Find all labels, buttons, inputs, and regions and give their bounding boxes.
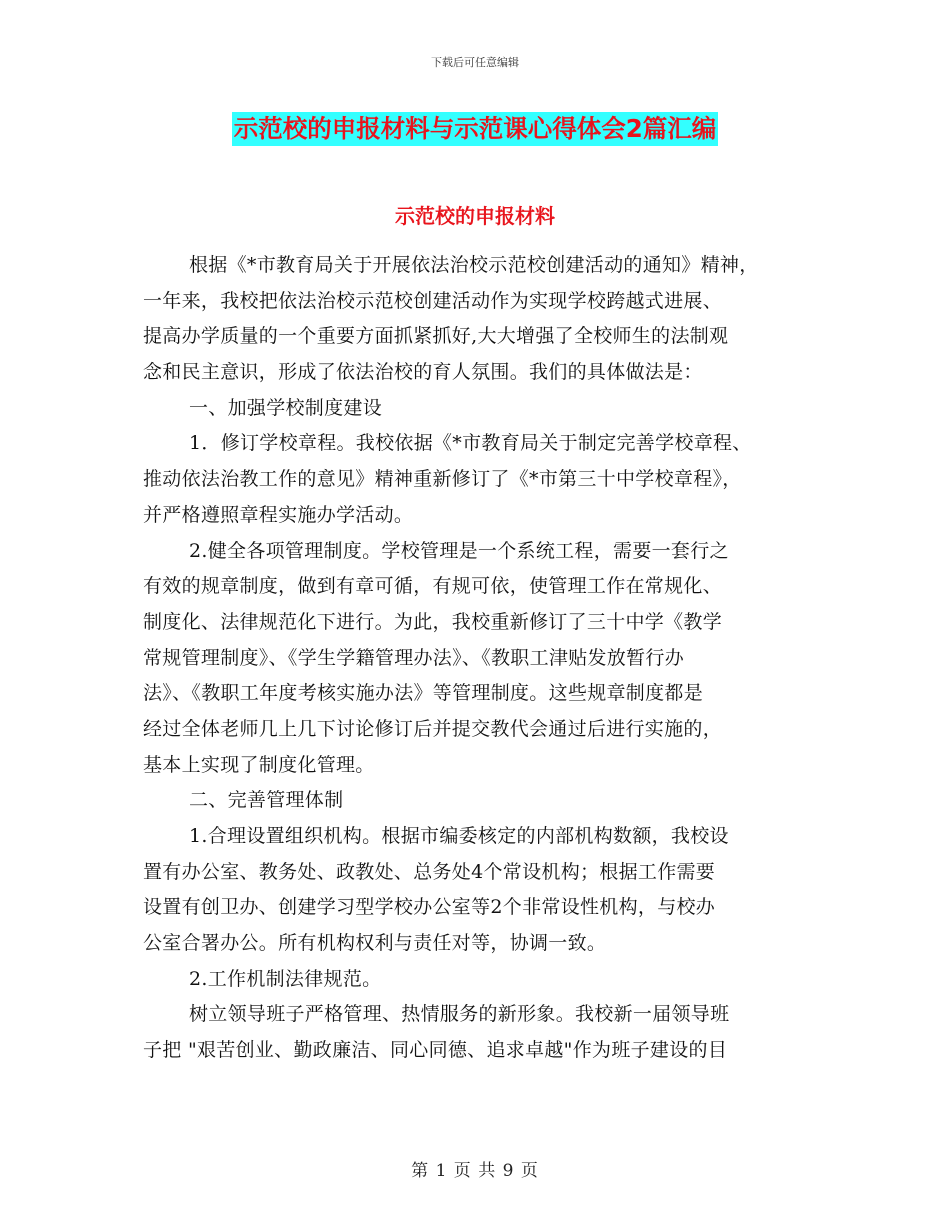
paragraph-line: 二、完善管理体制: [189, 789, 344, 812]
paragraph-line: 一年来，我校把依法治校示范校创建活动作为实现学校跨越式进展、: [143, 289, 723, 312]
paragraph-line: 基本上实现了制度化管理。: [143, 753, 375, 776]
paragraph-line: 经过全体老师几上几下讨论修订后并提交教代会通过后进行实施的，: [143, 717, 723, 740]
paragraph-line: 公室合署办公。所有机构权利与责任对等，协调一致。: [143, 932, 607, 955]
paragraph-line: 一、加强学校制度建设: [189, 396, 383, 419]
paragraph-line: 法》、《教职工年度考核实施办法》等管理制度。这些规章制度都是: [143, 682, 704, 705]
paragraph-line: 子把 "艰苦创业、勤政廉洁、同心同德、追求卓越"作为班子建设的目: [143, 1039, 728, 1062]
paragraph-line: 置有办公室、教务处、政教处、总务处4个常设机构；根据工作需要: [143, 860, 716, 883]
paragraph-line: 1.合理设置组织机构。根据市编委核定的内部机构数额，我校设: [189, 825, 729, 847]
paragraph-line: 根据《*市教育局关于开展依法治校示范校创建活动的通知》精神，: [189, 254, 759, 276]
paragraph-line: 并严格遵照章程实施办学活动。: [143, 503, 414, 526]
paragraph-line: 念和民主意识，形成了依法治校的育人氛围。我们的具体做法是：: [143, 361, 703, 384]
header-note: 下载后可任意编辑: [431, 56, 519, 69]
document-body: [143, 248, 823, 1069]
page-footer: 第 1 页 共 9 页: [411, 1161, 539, 1181]
paragraph-line: 制度化、法律规范化下进行。为此，我校重新修订了三十中学《教学: [143, 610, 723, 633]
document-title: 示范校的申报材料与示范课心得体会2篇汇编: [232, 112, 719, 146]
paragraph-line: 有效的规章制度，做到有章可循，有规可依，使管理工作在常规化、: [143, 575, 723, 598]
paragraph-line: 2.工作机制法律规范。: [189, 967, 382, 990]
paragraph-line: 设置有创卫办、创建学习型学校办公室等2个非常设性机构，与校办: [143, 896, 716, 919]
document-title-container: [0, 112, 950, 146]
section-title: 示范校的申报材料: [395, 204, 555, 228]
paragraph-line: 提高办学质量的一个重要方面抓紧抓好,大大增强了全校师生的法制观: [143, 325, 729, 348]
paragraph-line: 1．修订学校章程。我校依据《*市教育局关于制定完善学校章程、: [189, 432, 752, 455]
paragraph-line: 推动依法治教工作的意见》精神重新修订了《*市第三十中学校章程》，: [143, 468, 742, 491]
paragraph-line: 2.健全各项管理制度。学校管理是一个系统工程，需要一套行之: [189, 539, 729, 562]
paragraph-line: 常规管理制度》、《学生学籍管理办法》、《教职工津贴发放暂行办: [143, 646, 685, 669]
paragraph-line: 树立领导班子严格管理、热情服务的新形象。我校新一届领导班: [189, 1003, 730, 1026]
